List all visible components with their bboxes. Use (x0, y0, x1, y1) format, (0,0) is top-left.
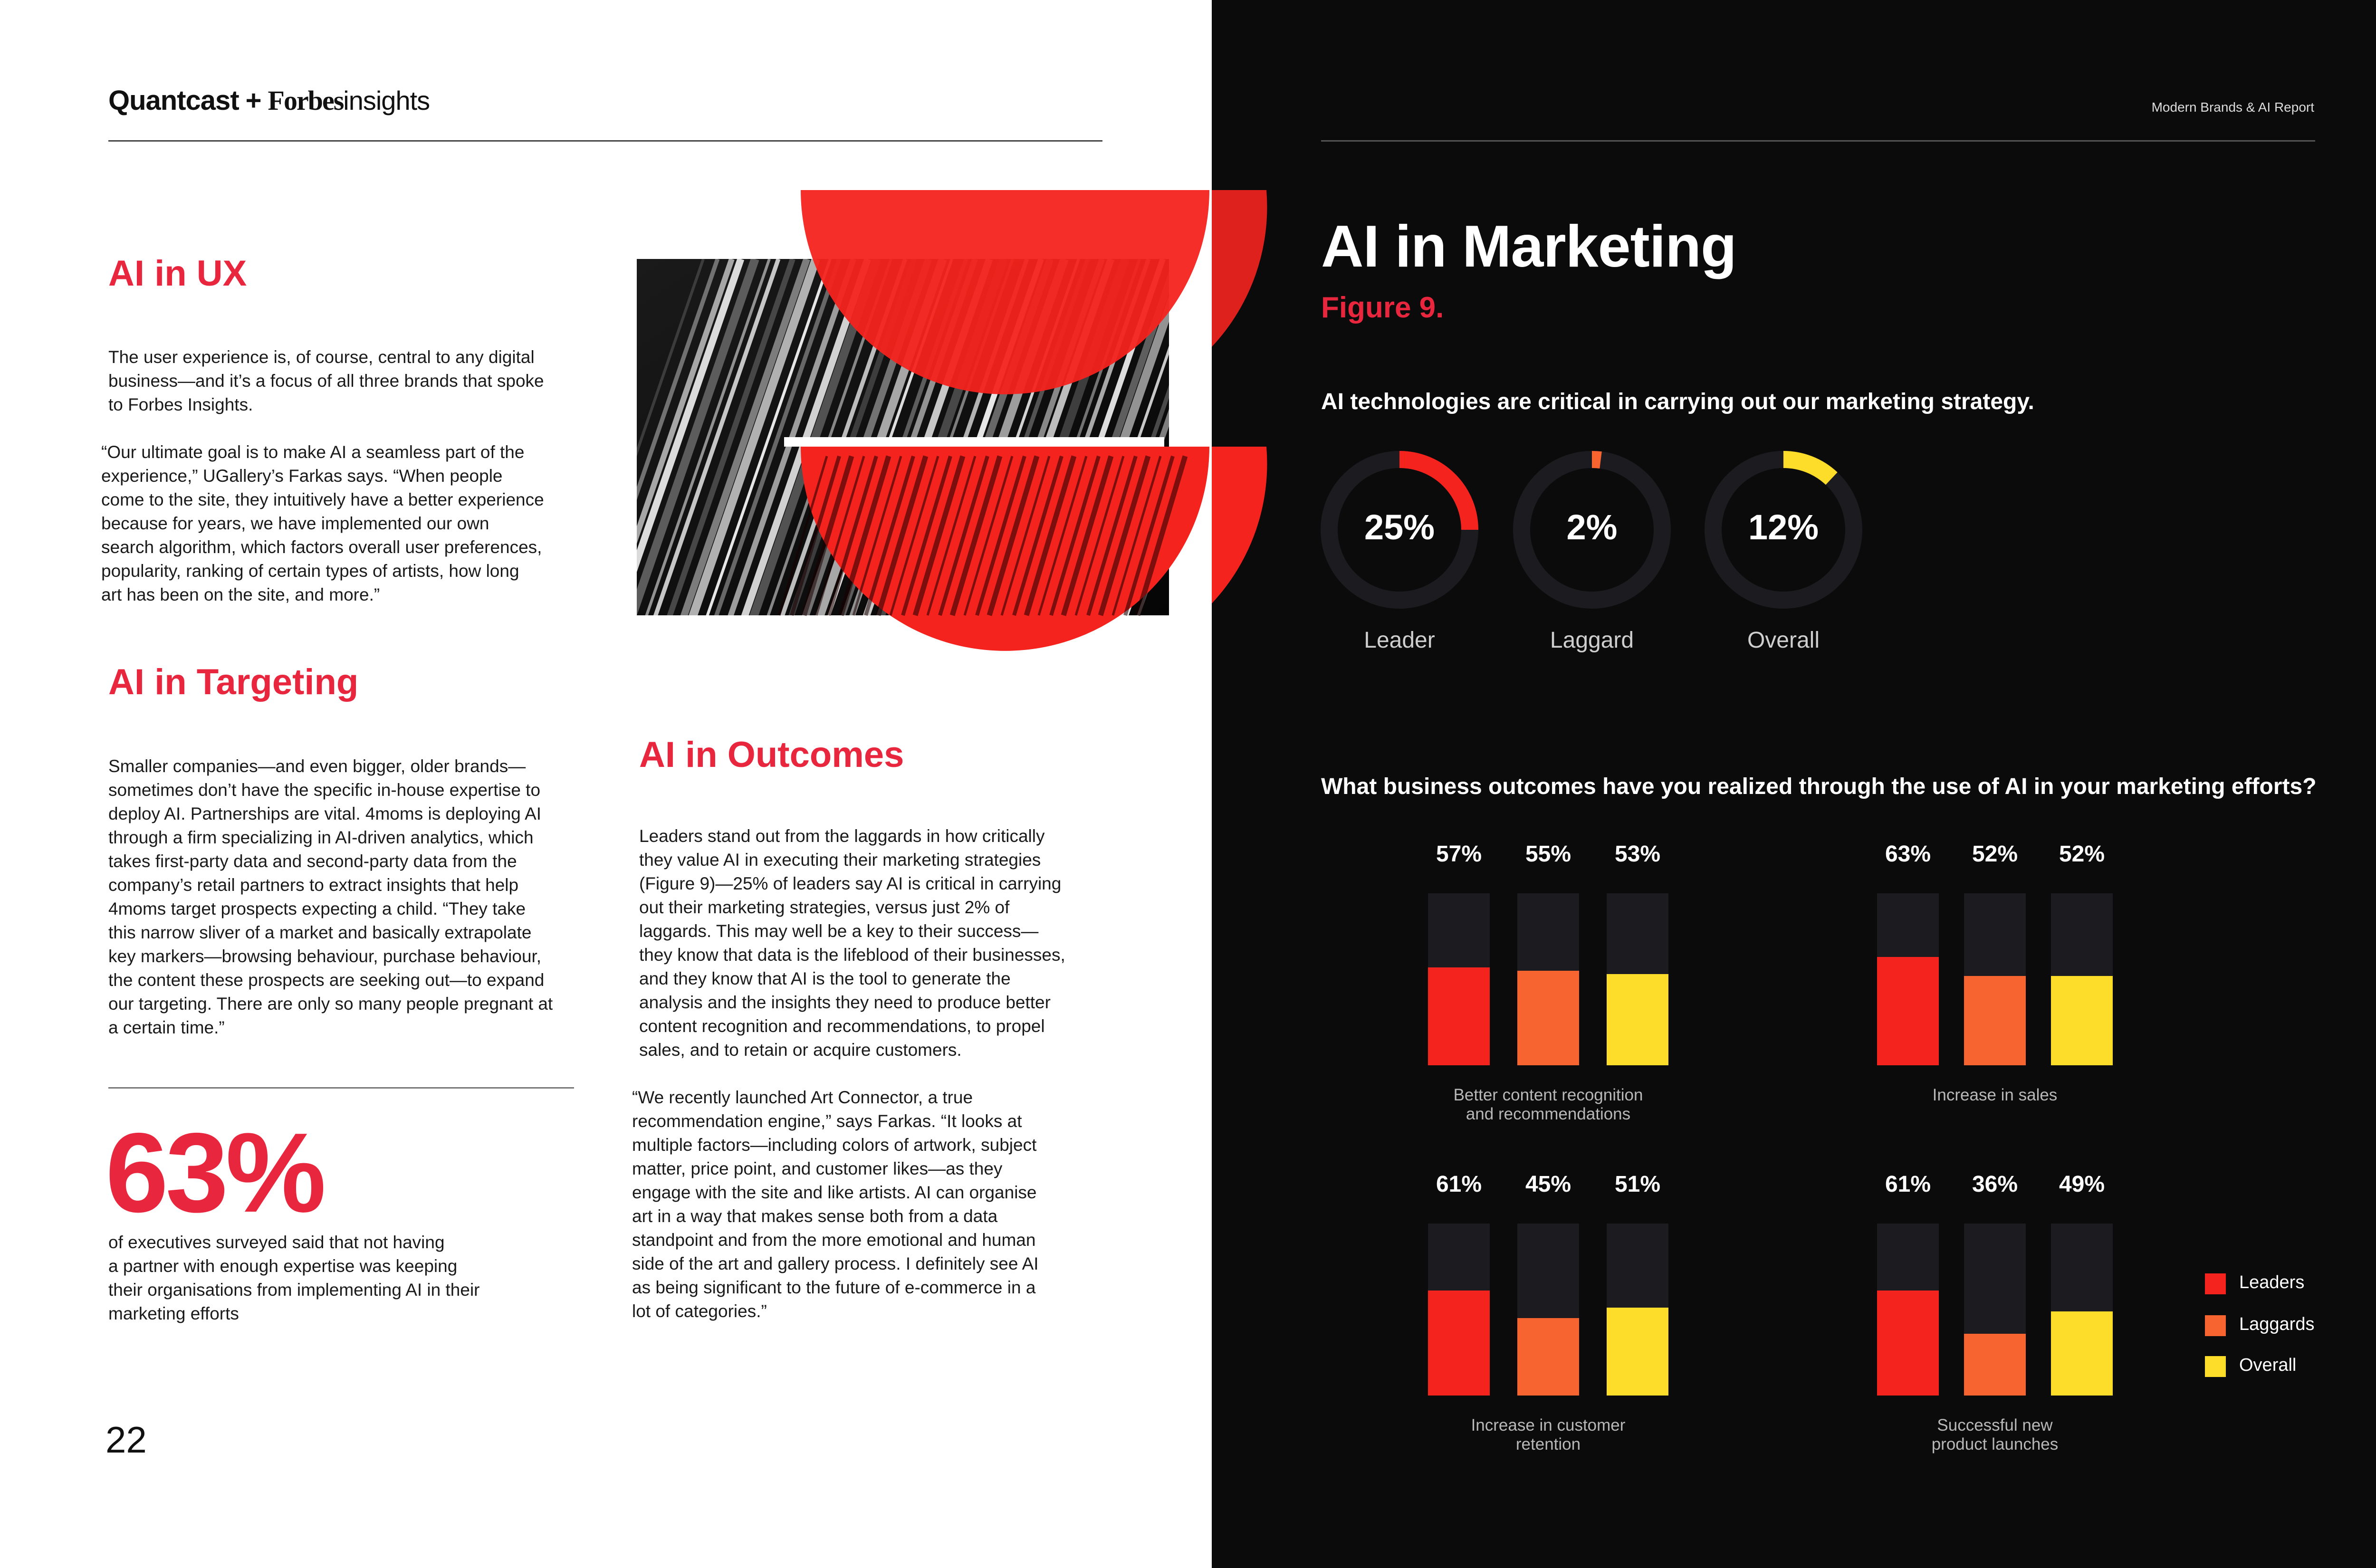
legend-swatch-leaders (2205, 1273, 2226, 1294)
bar-leaders (1428, 967, 1490, 1065)
bar-value-label: 61% (1436, 1172, 1482, 1197)
donut-segment-overall (1783, 459, 1831, 478)
targeting-paragraph: Smaller companies—and even bigger, older brands— sometimes don’t have the specific in-house expertise to deploy AI. Partnerships are vital. 4moms is deploying AI through a firm specializing in AI-driven analytics, which takes first-party data and second-party data from the company’s retail partners to extract insights that help 4moms target prospects expecting a child. “They take this narrow sliver of a market and basically extrapolate key markers—browsing behaviour, purchase behaviour, the content these prospects are seeking out—to expand our targeting. There are only so many people pregnant at a certain time.” (108, 756, 553, 1037)
bar-value-label: 52% (2059, 841, 2105, 867)
heading-ai-in-targeting: AI in Targeting (108, 662, 359, 702)
bar-track (2051, 1224, 2113, 1396)
bar-track (1428, 1224, 1490, 1396)
bar-group-label: Increase in sales (1932, 1086, 2058, 1104)
bar-overall (2051, 976, 2113, 1065)
decorative-artwork-image (637, 190, 1212, 679)
question-1: AI technologies are critical in carrying out our marketing strategy. (1321, 389, 2034, 414)
bar-laggards (1517, 1318, 1579, 1396)
bar-value-label: 63% (1885, 841, 1931, 867)
bar-group-label: Better content recognition and recommendations (1453, 1086, 1643, 1123)
donut-segment-laggard (1592, 459, 1601, 460)
question-2: What business outcomes have you realized through the use of AI in your marketing efforts? (1321, 774, 2317, 799)
page-number: 22 (105, 1419, 147, 1461)
logo-quantcast: Quantcast (108, 85, 239, 116)
legend-label-laggards: Laggards (2239, 1314, 2315, 1334)
bar-value-label: 52% (1972, 841, 2018, 867)
heading-ai-in-ux: AI in UX (108, 253, 247, 294)
logo-forbes: Forbes (268, 85, 344, 116)
bar-leaders (1428, 1291, 1490, 1396)
bar-overall (1607, 974, 1668, 1065)
bar-laggards (1964, 976, 2026, 1065)
bar-value-label: 49% (2059, 1172, 2105, 1197)
stat-divider (108, 1087, 574, 1089)
legend-label-leaders: Leaders (2239, 1272, 2305, 1292)
stat-value: 63% (105, 1110, 324, 1236)
ux-paragraph-1: The user experience is, of course, central to any digital business—and it’s a focus of all three brands that spoke to Forbes Insights. (108, 347, 544, 414)
bar-leaders (1877, 1291, 1939, 1396)
legend-swatch-laggards (2205, 1315, 2226, 1336)
bar-value-label: 61% (1885, 1172, 1931, 1197)
heading-ai-in-outcomes: AI in Outcomes (639, 735, 904, 775)
donut-label-leader: Leader (1364, 628, 1435, 653)
donut-label-overall: Overall (1747, 628, 1820, 653)
bar-track (1964, 1224, 2026, 1396)
bar-value-label: 51% (1614, 1172, 1661, 1197)
bar-laggards (1517, 971, 1579, 1065)
bar-overall (2051, 1311, 2113, 1396)
bar-track (1877, 1224, 1939, 1396)
artwork-overlap (1212, 190, 1269, 679)
bar-value-label: 57% (1436, 841, 1482, 867)
bar-group-label: Increase in customer retention (1471, 1416, 1626, 1453)
bar-group-label: Successful new product launches (1931, 1416, 2059, 1453)
bar-track (1607, 893, 1668, 1065)
bar-track (1517, 1224, 1579, 1396)
logo-plus: + (245, 85, 261, 116)
bar-value-label: 36% (1972, 1172, 2018, 1197)
bar-value-label: 55% (1525, 841, 1571, 867)
logo-insights: insights (343, 86, 430, 115)
bar-laggards (1964, 1334, 2026, 1396)
header-divider (108, 140, 1102, 142)
donut-value-laggard: 2% (1566, 507, 1618, 547)
figure-title: AI in Marketing (1321, 214, 1736, 279)
donut-value-leader: 25% (1364, 507, 1435, 547)
bar-track (2051, 893, 2113, 1065)
quantcast-forbes-logo (108, 85, 430, 116)
bar-track (1428, 893, 1490, 1065)
ux-paragraph-2: “Our ultimate goal is to make AI a seamless part of the experience,” UGallery’s Farkas says. “When people come to the site, they intuitively have a better experience because for years, we have implemented our own search algorithm, which factors overall user preferences, popularity, ranking of certain types of artists, how long art has been on the site, and more.” (101, 442, 544, 604)
report-name: Modern Brands & AI Report (2151, 100, 2314, 115)
legend-swatch-overall (2205, 1356, 2226, 1377)
bar-track (1877, 893, 1939, 1065)
bar-track (1964, 893, 2026, 1065)
bar-value-label: 45% (1525, 1172, 1571, 1197)
bar-leaders (1877, 957, 1939, 1065)
outcomes-paragraph-2: “We recently launched Art Connector, a true recommendation engine,” says Farkas. “It looks at multiple factors—including colors of artwork, subject matter, price point, and customer likes—as they engage with the site and like artists. AI can organise art in a way that makes sense both from a data standpoint and from the more emotional and human side of the art and gallery process. I definitely see AI as being significant to the future of e-commerce in a lot of categories.” (632, 1088, 1039, 1321)
bar-track (1607, 1224, 1668, 1396)
outcomes-paragraph-1: Leaders stand out from the laggards in how critically they value AI in executing their marketing strategies (Figure 9)—25% of leaders say AI is critical in carrying out their marketing strategies, versus just 2% of laggards. This may well be a key to their success— they know that data is the lifeblood of their businesses, and they know that AI is the tool to generate the analysis and the insights they need to produce better content recognition and recommendations, to propel sales, and to retain or acquire customers. (639, 826, 1065, 1060)
donut-label-laggard: Laggard (1550, 628, 1634, 653)
bar-value-label: 53% (1614, 841, 1661, 867)
figure-label: Figure 9. (1321, 291, 1444, 324)
bar-track (1517, 893, 1579, 1065)
right-header-divider (1321, 140, 2315, 142)
legend-label-overall: Overall (2239, 1355, 2297, 1375)
donut-value-overall: 12% (1748, 507, 1819, 547)
stat-caption: of executives surveyed said that not having a partner with enough expertise was keeping their organisations from implementing AI in their marketing efforts (108, 1233, 480, 1323)
bar-overall (1607, 1308, 1668, 1396)
